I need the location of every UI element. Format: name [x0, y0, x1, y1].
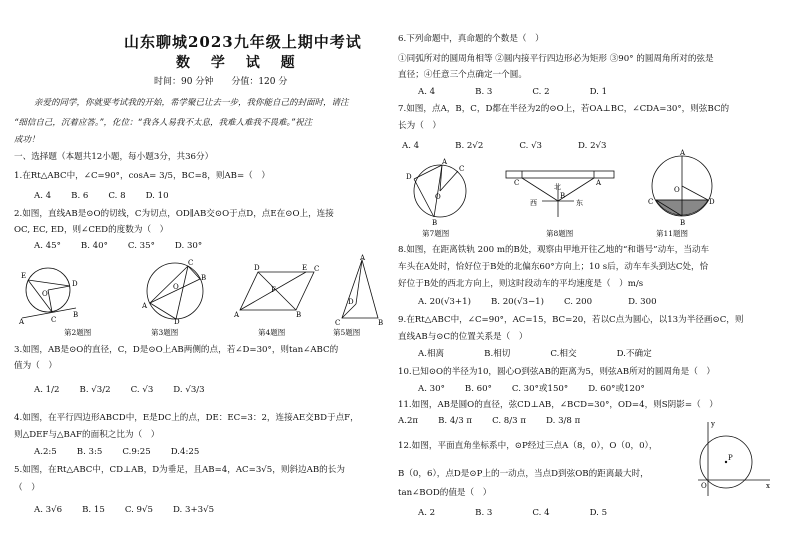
q2-label-d: D	[72, 280, 78, 288]
q5-option-c: C. 9√5	[124, 505, 153, 515]
q4-stem-2: 则△DEF与△BAF的面积之比为（ ）	[14, 430, 160, 440]
q7-options	[402, 141, 627, 153]
q5-option-b: B. 15	[82, 505, 105, 515]
intro-line-3: 成功！	[14, 135, 40, 145]
q3-option-c: C. √3	[130, 385, 154, 395]
q8-option-c: C. 200	[563, 297, 593, 307]
q11-caption: 第11题图	[656, 229, 689, 238]
q11-label-o: O	[674, 186, 680, 194]
q12-label-y: y	[711, 420, 715, 428]
q12-option-b: B. 3	[475, 508, 493, 518]
q4-option-d: D.4:25	[170, 447, 200, 457]
q5-label-b: B	[378, 319, 384, 326]
q9-option-b: B.相切	[484, 349, 511, 359]
q7-option-c: C. √3	[519, 141, 543, 151]
q12-label-o: O	[701, 482, 707, 490]
q2-stem-1: 2.如图，直线AB是⊙O的切线，C为切点，OD∥AB交⊙O于点D，点E在⊙O上，连接	[14, 209, 334, 219]
q4-options	[34, 447, 219, 459]
q2-stem-2: OC, EC, ED，则∠CED的度数为（ ）	[14, 225, 169, 235]
q2-label-o: O	[42, 290, 48, 298]
q1-option-c: C. 8	[108, 191, 126, 201]
q4-label-c: C	[314, 265, 320, 273]
q10-options	[418, 384, 665, 396]
q11-stem: 11.如图，AB是圆O的直径，弦CD⊥AB，∠BCD=30°，OD=4，则S阴影=（ ）	[398, 400, 718, 410]
q4-option-a: A.2:5	[34, 447, 57, 457]
q2-label-b: B	[73, 311, 78, 319]
q8-label-c: C	[514, 179, 520, 187]
q6-line-2: 直径；④任意三个点确定一个圆。	[398, 70, 527, 80]
q5-option-a: A. 3√6	[34, 505, 63, 515]
q3-label-o: O	[173, 283, 179, 291]
q11-label-a: A	[680, 149, 686, 157]
q6-line-1: ①同弧所对的圆周角相等 ②圆内接平行四边形必为矩形 ③90° 的圆周角所对的弦是	[398, 54, 714, 64]
q4-option-b: B. 3:5	[76, 447, 103, 457]
q2-options	[34, 241, 222, 253]
q5-options	[34, 505, 234, 517]
q2-option-a: A. 45°	[34, 241, 61, 251]
q2-label-a: A	[19, 318, 25, 326]
q5-label-a: A	[360, 254, 366, 262]
q10-option-c: C. 30°或150°	[511, 384, 569, 394]
q7-figure	[404, 157, 474, 227]
q12-stem-2: B（0，6），点D是⊙P上的一动点，当点D到弦OB的距离最大时，	[398, 469, 649, 479]
q4-caption: 第4题图	[258, 328, 286, 337]
compass-east: 东	[576, 199, 583, 207]
q7-label-a: A	[442, 158, 448, 166]
q4-label-f: F	[271, 286, 276, 294]
q3-option-a: A. 1/2	[34, 385, 60, 395]
q5-label-d: D	[348, 298, 354, 306]
q3-label-a: A	[142, 302, 148, 310]
q8-label-b: B	[560, 192, 566, 200]
q11-label-d: D	[709, 198, 715, 206]
q10-option-b: B. 60°	[464, 384, 492, 394]
compass-west: 西	[530, 199, 537, 207]
q11-options	[398, 416, 600, 428]
q11-option-c: C. 8/3 π	[492, 416, 527, 426]
q3-label-d: D	[174, 318, 180, 324]
q10-option-d: D. 60°或120°	[588, 384, 645, 394]
q7-label-c: C	[459, 165, 465, 173]
q3-label-b: B	[201, 274, 207, 282]
q5-stem-1: 5.如图，在Rt△ABC中，CD⊥AB，D为垂足，且AB=4，AC=3√5，则斜边AB的长为	[14, 465, 345, 475]
q3-caption: 第3题图	[151, 328, 179, 337]
q3-label-c: C	[188, 259, 194, 267]
q2-caption: 第2题图	[64, 328, 92, 337]
q11-option-d: D. 3/8 π	[546, 416, 581, 426]
q1-option-b: B. 6	[71, 191, 89, 201]
q3-option-d: D. √3/3	[173, 385, 205, 395]
q11-option-a: A.2π	[398, 416, 419, 426]
q6-options	[418, 87, 627, 99]
q9-stem-1: 9.在Rt△ABC中，∠C=90°，AC=15，BC=20，若以C点为圆心，以13为半径画⊙C，则	[398, 315, 744, 325]
q1-stem: 1.在Rt△ABC中，∠C=90°，cosA= 3/5，BC=8，则AB=（ ）	[14, 171, 270, 181]
q7-label-b: B	[432, 219, 438, 227]
q7-label-d: D	[406, 173, 412, 181]
q8-label-a: A	[596, 179, 602, 187]
q3-options	[34, 385, 225, 397]
q7-option-d: D. 2√3	[578, 141, 607, 151]
intro-line-2: “细信自己，沉着应答。”，化位：“我各人易我不太息，我难人难我不畏难。”祝注	[14, 118, 313, 128]
q7-stem-1: 7.如图，点A，B，C，D都在半径为2的⊙O上，若OA⊥BC，∠CDA=30°，则弦BC的	[398, 104, 730, 114]
q10-stem: 10.已知⊙O的半径为10，圆心O到弦AB的距离为5，则弦AB所对的圆周角是（ ）	[398, 367, 716, 377]
q7-option-a: A. 4	[402, 141, 420, 151]
q9-options	[418, 349, 672, 361]
q2-option-c: C. 35°	[127, 241, 155, 251]
q6-option-b: B. 3	[475, 87, 493, 97]
q5-label-c: C	[335, 319, 341, 326]
q12-label-p: P	[728, 454, 733, 462]
q12-stem-1: 12.如图，平面直角坐标系中，⊙P经过三点A（8，0），O（0，0），	[398, 441, 658, 451]
q12-options	[418, 508, 627, 520]
q7-stem-2: 长为（ ）	[398, 121, 441, 131]
q2-option-d: D. 30°	[174, 241, 203, 251]
q4-option-c: C.9:25	[122, 447, 151, 457]
q2-figure	[18, 256, 78, 326]
q8-stem-2: 车头在A处时，恰好位于B处的北偏东60°方向上；10 s后，动车车头到达C处，恰	[398, 262, 709, 272]
q4-label-b: B	[296, 311, 302, 318]
q7-label-o: O	[435, 193, 441, 201]
exam-title: 山东聊城2023九年级上期中考试	[124, 33, 362, 51]
q8-figure	[502, 165, 622, 221]
q12-stem-3: tan∠BOD的值是（ ）	[398, 488, 492, 498]
q7-option-b: B. 2√2	[455, 141, 484, 151]
q5-figure	[332, 254, 386, 326]
q8-options	[418, 297, 677, 309]
q12-label-x: x	[766, 482, 770, 490]
q6-stem: 6.下列命题中，真命题的个数是（ ）	[398, 34, 544, 44]
q3-stem-2: 值为（ ）	[14, 361, 57, 371]
q4-label-a: A	[234, 311, 240, 318]
q8-stem-3: 好位于B处的西北方向上，则这时段动车的平均速度是（ ）m/s	[398, 279, 644, 289]
compass-north: 北	[554, 183, 561, 191]
q8-option-a: A. 20(√3+1)	[418, 297, 471, 307]
q2-label-c: C	[51, 316, 57, 324]
q9-option-d: D.不确定	[616, 349, 652, 359]
q12-option-a: A. 2	[418, 508, 436, 518]
q7-caption: 第7题图	[422, 229, 450, 238]
q5-option-d: D. 3+3√5	[172, 505, 215, 515]
q9-option-a: A.相离	[418, 349, 445, 359]
q4-stem-1: 4.如图，在平行四边形ABCD中，E是DC上的点，DE：EC=3：2，连接AE交BD于点F，	[14, 413, 359, 423]
q5-stem-2: （ ）	[14, 483, 40, 493]
q12-option-d: D. 5	[589, 508, 608, 518]
exam-subtitle: 数 学 试 题	[176, 55, 303, 71]
q11-figure	[646, 148, 716, 226]
q12-option-c: C. 4	[532, 508, 550, 518]
q11-label-b: B	[680, 219, 686, 226]
q1-option-a: A. 4	[34, 191, 52, 201]
q8-option-b: B. 20(√3−1)	[490, 297, 544, 307]
q4-label-e: E	[302, 264, 308, 272]
q8-stem-1: 8.如图，在距离铁轨 200 m的B处，观察由甲地开往乙地的“和谐号”动车，当动车	[398, 245, 710, 255]
q6-option-d: D. 1	[589, 87, 608, 97]
q11-option-b: B. 4/3 π	[438, 416, 473, 426]
q4-label-d: D	[254, 264, 260, 272]
q1-option-d: D. 10	[145, 191, 169, 201]
q2-label-e: E	[21, 272, 27, 280]
q10-option-a: A. 30°	[418, 384, 445, 394]
q8-caption: 第8题图	[546, 229, 574, 238]
q6-option-c: C. 2	[532, 87, 550, 97]
q9-option-c: C.相交	[550, 349, 577, 359]
q1-options	[34, 191, 189, 203]
q5-caption: 第5题图	[333, 328, 361, 337]
q3-option-b: B. √3/2	[79, 385, 111, 395]
q3-stem-1: 3.如图，AB是⊙O的直径，C，D是⊙O上AB两侧的点，若∠D=30°，则tan∠ABC的	[14, 345, 339, 355]
q6-option-a: A. 4	[418, 87, 436, 97]
exam-meta: 时间：90 分钟 分值：120 分	[154, 77, 288, 87]
q11-label-c: C	[648, 198, 654, 206]
q4-figure	[232, 262, 320, 318]
q9-stem-2: 直线AB与⊙C的位置关系是（ ）	[398, 332, 528, 342]
intro-line-1: 亲爱的同学，你就要考试我的开始，希学聚已让去一步，我你能自己的封面时，请注	[34, 98, 349, 108]
section-heading: 一、选择题（本题共12小题，每小题3分，共36分）	[14, 152, 214, 162]
q12-figure	[688, 418, 772, 500]
q8-option-d: D. 300	[628, 297, 657, 307]
q2-option-b: B. 40°	[80, 241, 108, 251]
q3-figure	[142, 258, 208, 324]
